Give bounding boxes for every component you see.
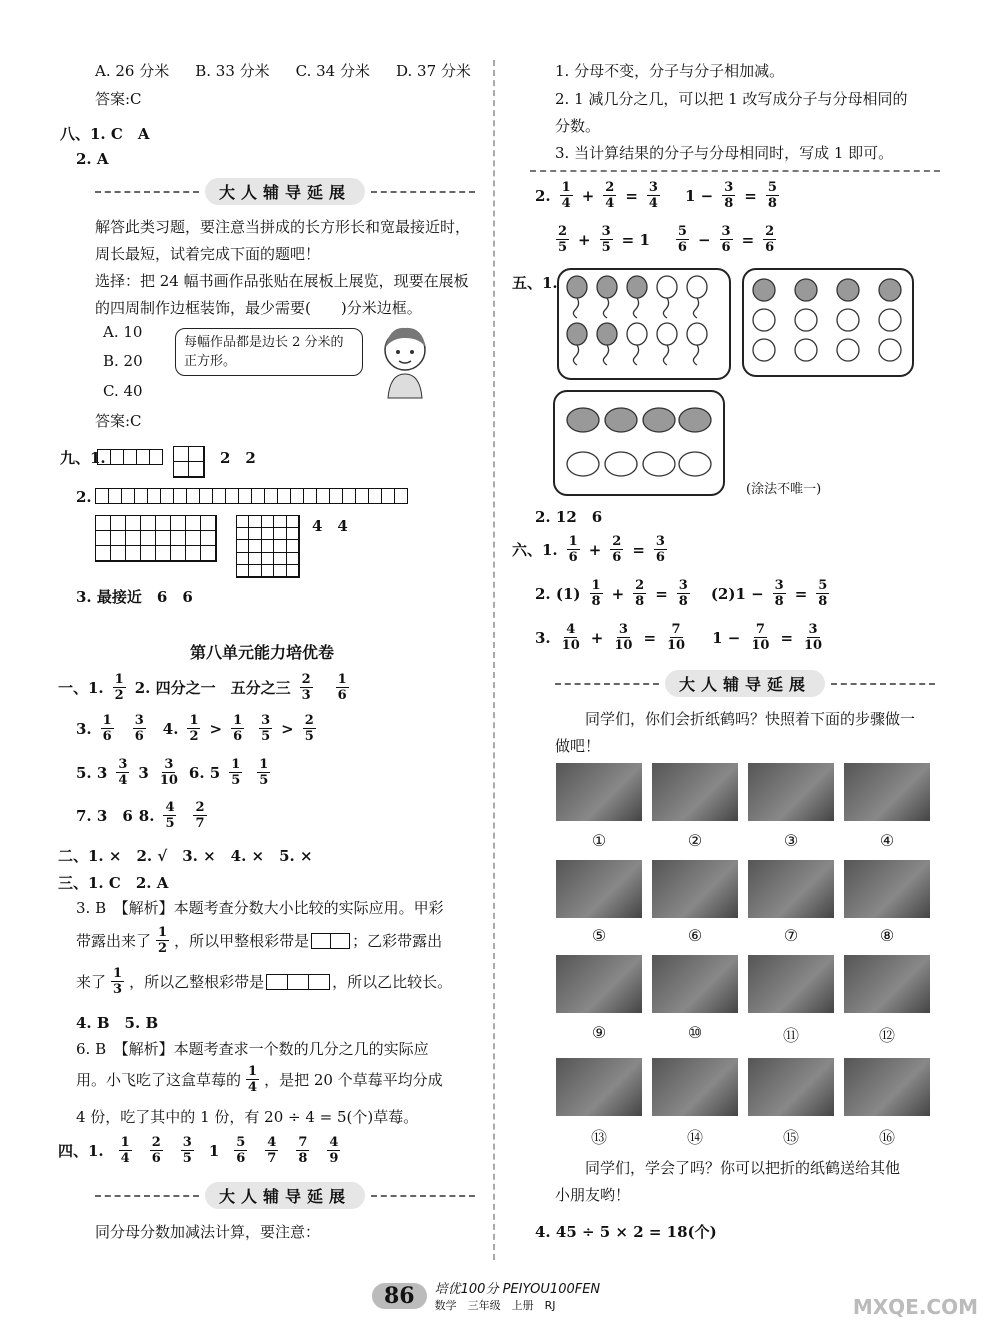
section-9-q1-nums: 2 2	[220, 449, 256, 467]
step-photo-3	[748, 763, 834, 821]
ext3-text: 做吧！	[555, 737, 601, 755]
step-photo-5	[556, 860, 642, 918]
rule-2b: 分数。	[555, 117, 601, 135]
s3-q6-line3: 4 份，吃了其中的 1 份，有 20 ÷ 4 = 5(个)草莓。	[76, 1108, 419, 1126]
label: 5. 3	[76, 763, 108, 782]
ext2-text: 同分母分数加减法计算，要注意：	[95, 1223, 321, 1241]
option-b: B. 33 分米	[195, 62, 270, 80]
step-photo-8	[844, 860, 930, 918]
label: 8.	[138, 806, 155, 825]
ext3-text: 小朋友哟！	[555, 1186, 631, 1204]
section-9-q2-label: 2.	[76, 488, 92, 506]
rule-2: 2. 1 减几分之几，可以把 1 改写成分子与分母相同的	[555, 90, 908, 108]
q4: 4. 45 ÷ 5 × 2 = 18(个)	[535, 1223, 717, 1241]
text: ，所以乙比较长。	[332, 973, 453, 991]
banner-label: 大人辅导延展	[205, 178, 365, 205]
label: 2.	[535, 186, 551, 205]
label: (2)1 −	[710, 584, 764, 603]
q-options	[95, 60, 471, 81]
section-9-q3: 3. 最接近 6 6	[76, 588, 193, 606]
option-a: A. 26 分米	[95, 62, 170, 80]
label: 一、1.	[58, 679, 104, 697]
section-6-q3: 3. $\frac{4}{10}$ + $\frac{3}{10}$ = $\frac{7}{10}$ 1 − $\frac{7}{10}$ = $\frac{3}{10}$	[535, 622, 823, 653]
option-c: C. 34 分米	[295, 62, 370, 80]
s3-q3-line2: 带露出来了 $\frac{1}{2}$ ，所以甲整根彩带是 ；乙彩带露出	[76, 925, 443, 956]
banner-extension-3	[555, 670, 935, 697]
s3-q3-line3: 来了 $\frac{1}{3}$ ，所以乙整根彩带是 ，所以乙比较长。	[76, 966, 453, 997]
label: 7. 3 6	[76, 807, 133, 825]
text: 用。小飞吃了这盒草莓的	[76, 1071, 242, 1089]
step-label: ⑩	[687, 1023, 703, 1042]
s3-q6-line2: 用。小飞吃了这盒草莓的 $\frac{1}{4}$ ，是把 20 个草莓平均分成	[76, 1064, 443, 1095]
ext3-text: 同学们，学会了吗？你可以把折的纸鹤送给其他	[585, 1159, 901, 1177]
step-label: ⑭	[686, 1128, 703, 1147]
girl-illustration	[370, 320, 440, 400]
label: 4.	[162, 719, 179, 738]
s3-q6-line1: 6. B 【解析】本题考查求一个数的几分之几的实际应	[76, 1040, 429, 1058]
label: 3.	[76, 719, 92, 738]
label: 四、1.	[58, 1142, 104, 1160]
square-2x2	[173, 446, 205, 478]
ext1-option: B. 20	[103, 352, 143, 370]
step-photo-10	[652, 955, 738, 1013]
dashed-separator	[530, 170, 940, 172]
column-divider	[493, 60, 495, 1260]
square-grid	[236, 515, 300, 578]
ext1-text: 周长最短，试着完成下面的题吧！	[95, 245, 321, 263]
label: 2. (1)	[535, 584, 581, 603]
banner-extension-1	[95, 178, 475, 205]
step-photo-9	[556, 955, 642, 1013]
step-photo-13	[556, 1058, 642, 1116]
q2-row1: 2. $\frac{1}{4}$ + $\frac{2}{4}$ = $\frac{3}{4}$ 1 − $\frac{3}{8}$ = $\frac{5}{8}$	[535, 180, 777, 211]
s3-q3-line1: 3. B 【解析】本题考查分数大小比较的实际应用。甲彩	[76, 899, 444, 917]
page-footer	[372, 1278, 600, 1313]
step-label: ④	[879, 831, 895, 850]
ext3-text: 同学们，你们会折纸鹤吗？快照着下面的步骤做一	[585, 710, 916, 728]
s3-q4: 4. B 5. B	[76, 1014, 159, 1032]
step-label: ⑦	[783, 926, 799, 945]
label: 六、1.	[512, 541, 558, 559]
step-photo-14	[652, 1058, 738, 1116]
strip-5	[97, 449, 163, 465]
watermark: MXQE.COM	[852, 1295, 978, 1319]
step-label: ⑧	[879, 926, 895, 945]
section-6-q1: 六、1. $\frac{1}{6}$ + $\frac{2}{6}$ = $\frac{3}{6}$	[512, 534, 665, 565]
label: 6. 5	[188, 763, 221, 782]
text: 2. 四分之一 五分之三	[134, 679, 291, 697]
ext1-text: 选择：把 24 幅书画作品张贴在展板上展览，现要在展板	[95, 272, 469, 290]
section-5-label: 五、1.	[512, 274, 558, 292]
ribbon-3	[266, 974, 330, 990]
section-8-q1: 八、1. C A	[60, 125, 150, 143]
unit-title: 第八单元能力培优卷	[190, 643, 335, 662]
step-photo-2	[652, 763, 738, 821]
banner-extension-2	[95, 1182, 475, 1209]
step-label: ⑥	[687, 926, 703, 945]
step-label: ⑪	[782, 1026, 799, 1045]
brand: 培优100分 PEIYOU100FEN	[434, 1282, 601, 1297]
section-1-row2: 3. $\frac{1}{6}$ $\frac{3}{6}$ 4. $\frac{1}{2}$ > $\frac{1}{6}$ $\frac{3}{5}$ > $\frac{2}{5}$	[76, 713, 314, 744]
ribbon-2	[311, 933, 350, 949]
step-label: ⑮	[782, 1128, 799, 1147]
text: ，所以甲整根彩带是	[174, 932, 310, 950]
step-label: ③	[783, 831, 799, 850]
step-label: ⑬	[590, 1128, 607, 1147]
section-1-row4: 7. 3 6 8. $\frac{4}{5}$ $\frac{2}{7}$	[76, 800, 205, 831]
strip-long	[95, 488, 408, 504]
ext1-text: 解答此类习题，要注意当拼成的长方形长和宽最接近时，	[95, 218, 471, 236]
footer-subtitle: 数学 三年级 上册 RJ	[434, 1299, 556, 1312]
text: 带露出来了	[76, 932, 152, 950]
step-label: ②	[687, 831, 703, 850]
step-photo-16	[844, 1058, 930, 1116]
balloons-panel	[557, 268, 731, 380]
step-photo-6	[652, 860, 738, 918]
rule-3: 3. 当计算结果的分子与分母相同时，写成 1 即可。	[555, 144, 894, 162]
label: 3.	[535, 628, 551, 647]
section-6-q2: 2. (1) $\frac{1}{8}$ + $\frac{2}{8}$ = $\frac{3}{8}$ (2)1 − $\frac{3}{8}$ = $\frac{5}{8}$	[535, 578, 828, 609]
fraction: $\frac{1}{2}$	[114, 672, 124, 703]
step-label: ⑤	[591, 926, 607, 945]
section-1-row3: 5. 3 $\frac{3}{4}$ 3 $\frac{3}{10}$ 6. 5 $\frac{1}{5}$ $\frac{1}{5}$	[76, 757, 269, 788]
section-9-q2-nums: 4 4	[312, 517, 348, 535]
section-9-q1-label: 九、1.	[60, 449, 106, 467]
apples-panel	[742, 268, 914, 377]
speech-bubble: 每幅作品都是边长 2 分米的正方形。	[175, 328, 363, 376]
step-label: ⑫	[878, 1026, 895, 1045]
section-5-q2: 2. 12 6	[535, 508, 603, 526]
q2-row2: $\frac{2}{5}$ + $\frac{3}{5}$ = 1 $\frac{5}{6}$ − $\frac{3}{6}$ = $\frac{2}{6}$	[558, 224, 775, 255]
section-4: 四、1. $\frac{1}{4}$ $\frac{2}{6}$ $\frac{3}{5}$ 1 $\frac{5}{6}$ $\frac{4}{7}$ $\frac{7}{8}$ $\frac{4}{9}$	[58, 1135, 339, 1166]
option-d: D. 37 分米	[396, 62, 471, 80]
eggplants-panel	[553, 390, 725, 496]
step-photo-1	[556, 763, 642, 821]
ext1-option: C. 40	[103, 382, 143, 400]
section-2: 二、1. × 2. √ 3. × 4. × 5. ×	[58, 847, 313, 865]
step-label: ⑨	[591, 1023, 607, 1042]
step-photo-15	[748, 1058, 834, 1116]
step-photo-4	[844, 763, 930, 821]
section-1-row1	[58, 672, 352, 703]
step-photo-7	[748, 860, 834, 918]
step-label: ⑯	[878, 1128, 895, 1147]
section-8-q2: 2. A	[76, 150, 109, 168]
text: ，所以乙整根彩带是	[129, 973, 265, 991]
ext1-text: 的四周制作边框装饰，最少需要( )分米边框。	[95, 299, 422, 317]
banner-label: 大人辅导延展	[665, 670, 825, 697]
step-photo-12	[844, 955, 930, 1013]
fraction: $\frac{2}{3}$	[301, 672, 311, 703]
answer: 答案:C	[95, 90, 142, 108]
ext1-answer: 答案:C	[95, 412, 142, 430]
banner-label: 大人辅导延展	[205, 1182, 365, 1209]
note: (涂法不唯一)	[746, 482, 822, 497]
rule-1: 1. 分母不变，分子与分子相加减。	[555, 62, 785, 80]
step-label: ①	[591, 831, 607, 850]
text: ，是把 20 个草莓平均分成	[264, 1071, 443, 1089]
text: 来了	[76, 973, 107, 991]
text: ；乙彩带露出	[352, 932, 443, 950]
step-photo-11	[748, 955, 834, 1013]
rect-3x8	[95, 515, 217, 562]
fraction: $\frac{1}{6}$	[337, 672, 347, 703]
ext1-option: A. 10	[103, 323, 143, 341]
section-3-q1: 三、1. C 2. A	[58, 874, 169, 892]
page-number: 86	[372, 1283, 427, 1309]
